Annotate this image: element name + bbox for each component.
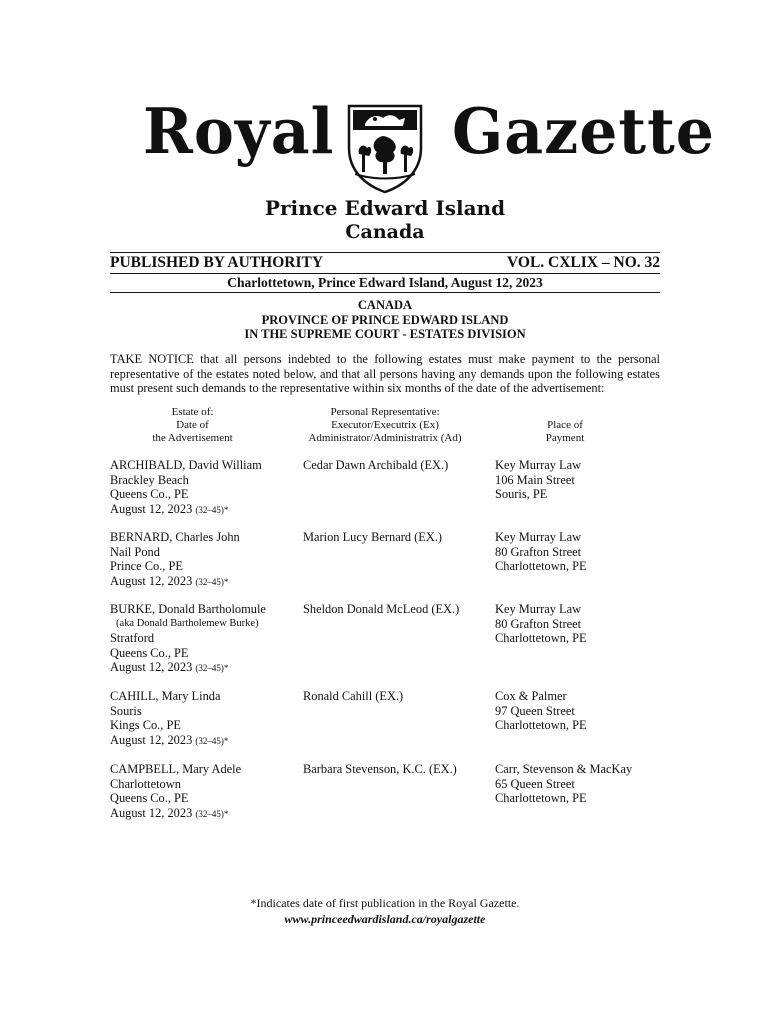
column-header-line: the Advertisement: [152, 432, 233, 444]
payee-city: Charlottetown, PE: [495, 559, 587, 574]
masthead-title-right: Gazette: [452, 95, 715, 169]
province-subtitle: Prince Edward Island: [264, 196, 506, 220]
payee-name: Carr, Stevenson & MacKay: [495, 762, 633, 776]
payee-city: Charlottetown, PE: [495, 791, 587, 806]
payee-city: Souris, PE: [495, 487, 548, 502]
payee-name: Cox & Palmer: [495, 689, 567, 703]
estate-place: Souris: [110, 703, 142, 718]
payee-street: 97 Queen Street: [495, 703, 575, 718]
notice-paragraph: TAKE NOTICE that all persons indebted to the following estates must make payment to the personal representative of the estates noted below, and that all persons having any demands upon the following estates must present such demands to the representative within six months of the date of the advertisement:: [110, 352, 660, 396]
column-header-representative: [290, 406, 480, 445]
place-of-payment: [495, 762, 670, 806]
pei-coat-of-arms-icon: [343, 102, 427, 194]
authority-label: PUBLISHED BY AUTHORITY: [110, 254, 324, 271]
column-header-line: Place of: [547, 419, 583, 431]
personal-representative: Barbara Stevenson, K.C. (EX.): [303, 762, 457, 776]
estate-entry: [110, 689, 670, 759]
divider: [110, 252, 660, 253]
estate-date-line: [110, 502, 295, 518]
column-header-payment: [495, 419, 635, 445]
publication-code: (32–45)*: [195, 735, 229, 746]
divider: [110, 292, 660, 293]
place-of-payment: [495, 458, 670, 502]
country-subtitle: Canada: [345, 221, 425, 243]
column-header-line: Personal Representative:: [330, 406, 440, 418]
estate-date: August 12, 2023: [110, 573, 193, 588]
estate-date: August 12, 2023: [110, 805, 193, 820]
column-header-line: Executor/Executrix (Ex): [331, 419, 439, 431]
heading-court: IN THE SUPREME COURT - ESTATES DIVISION: [244, 327, 526, 341]
column-header-line: Estate of:: [171, 406, 214, 418]
heading-province: PROVINCE OF PRINCE EDWARD ISLAND: [261, 313, 509, 327]
estate-date-line: [110, 806, 295, 822]
estate-entry: [110, 458, 670, 528]
estate-date: August 12, 2023: [110, 660, 193, 675]
heading-country: CANADA: [357, 298, 413, 312]
volume-label: VOL. CXLIX – NO. 32: [507, 254, 660, 271]
estate-place: Brackley Beach: [110, 472, 189, 487]
place-of-payment: [495, 689, 670, 733]
estate-name: CAMPBELL, Mary Adele: [110, 762, 242, 776]
estate-county: Kings Co., PE: [110, 718, 181, 733]
payee-name: Key Murray Law: [495, 458, 582, 472]
column-header-line: Date of: [176, 419, 209, 431]
estate-place: Stratford: [110, 631, 155, 646]
masthead-title-left: Royal: [143, 95, 335, 169]
column-header-line: Administrator/Administratrix (Ad): [308, 432, 462, 444]
estate-county: Prince Co., PE: [110, 559, 183, 574]
estate-details: [110, 530, 295, 589]
personal-representative: Marion Lucy Bernard (EX.): [303, 530, 443, 544]
payee-name: Key Murray Law: [495, 602, 582, 616]
publication-bar: [110, 254, 660, 272]
publication-code: (32–45)*: [195, 663, 229, 674]
estate-date-line: [110, 660, 295, 676]
payee-street: 65 Queen Street: [495, 776, 575, 791]
gazette-url-link[interactable]: www.princeedwardisland.ca/royalgazette: [284, 912, 486, 926]
estate-county: Queens Co., PE: [110, 645, 189, 660]
payee-street: 80 Grafton Street: [495, 616, 582, 631]
estate-name: BURKE, Donald Bartholomule: [110, 602, 266, 616]
estate-details: [110, 458, 295, 517]
estate-name: CAHILL, Mary Linda: [110, 689, 221, 703]
estate-entry: [110, 530, 670, 600]
estate-details: [110, 602, 295, 676]
estate-details: [110, 762, 295, 821]
personal-representative: Sheldon Donald McLeod (EX.): [303, 602, 460, 616]
estate-county: Queens Co., PE: [110, 791, 189, 806]
payee-name: Key Murray Law: [495, 530, 582, 544]
estate-aka: (aka Donald Bartholemew Burke): [116, 617, 259, 629]
divider: [110, 273, 660, 274]
estate-date-line: [110, 574, 295, 590]
place-of-payment: [495, 530, 670, 574]
footnote: *Indicates date of first publication in the Royal Gazette.: [250, 896, 520, 910]
payee-street: 106 Main Street: [495, 472, 575, 487]
estate-date: August 12, 2023: [110, 501, 193, 516]
personal-representative: Cedar Dawn Archibald (EX.): [303, 458, 449, 472]
payee-street: 80 Grafton Street: [495, 544, 582, 559]
dateline: Charlottetown, Prince Edward Island, August 12, 2023: [227, 275, 543, 290]
personal-representative: Ronald Cahill (EX.): [303, 689, 404, 703]
estate-entry: [110, 762, 670, 832]
estate-entry: [110, 602, 670, 688]
publication-code: (32–45)*: [195, 808, 229, 819]
publication-code: (32–45)*: [195, 504, 229, 515]
estate-date-line: [110, 733, 295, 749]
payee-city: Charlottetown, PE: [495, 631, 587, 646]
estate-details: [110, 689, 295, 748]
estate-date: August 12, 2023: [110, 732, 193, 747]
estate-place: Charlottetown: [110, 776, 181, 791]
payee-city: Charlottetown, PE: [495, 718, 587, 733]
masthead: [0, 96, 770, 196]
estate-county: Queens Co., PE: [110, 487, 189, 502]
publication-code: (32–45)*: [195, 576, 229, 587]
estate-name: ARCHIBALD, David William: [110, 458, 262, 472]
column-header-estate: [110, 406, 275, 445]
place-of-payment: [495, 602, 670, 646]
column-header-line: Payment: [545, 432, 585, 444]
estate-name: BERNARD, Charles John: [110, 530, 240, 544]
estate-place: Nail Pond: [110, 544, 160, 559]
